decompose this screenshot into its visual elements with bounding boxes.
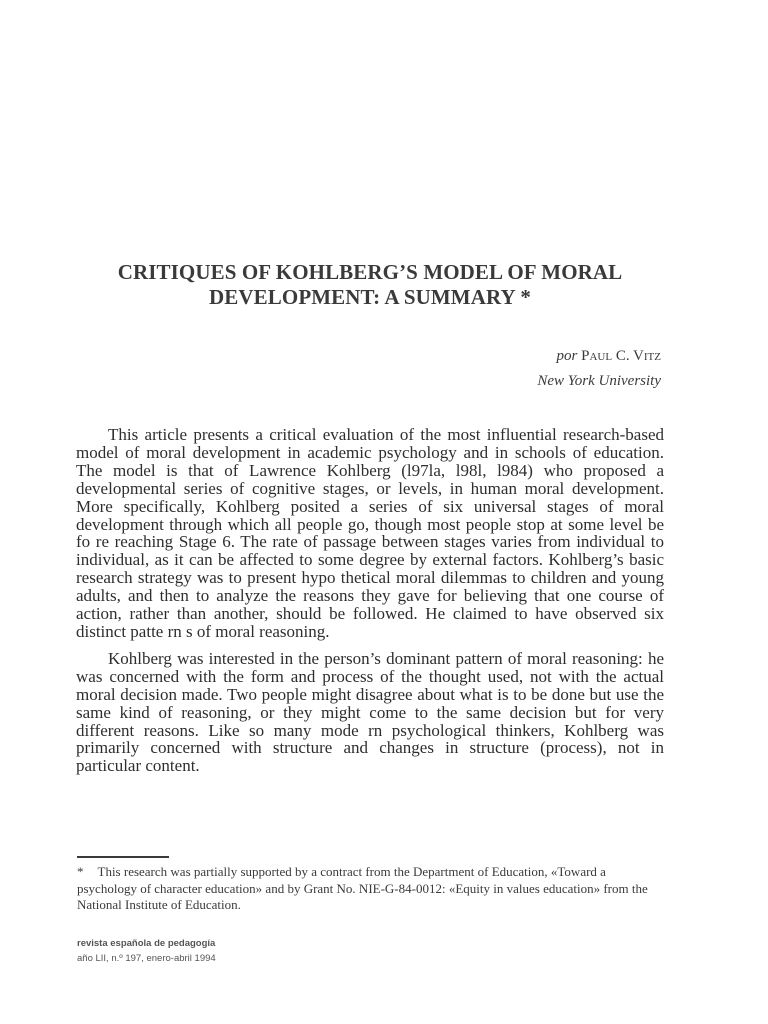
article-title: [60, 260, 680, 310]
title-line-2: DEVELOPMENT: A SUMMARY *: [209, 285, 531, 309]
journal-info: [77, 936, 216, 966]
article-body: [76, 426, 664, 775]
footnote: [77, 864, 667, 914]
byline: [537, 344, 661, 394]
paragraph-1: This article presents a critical evaluation of the most influential research-based model of moral development in academic psychology and in schools of education. The model is that of Lawrence Kohlberg (l97la, l98l, l984) who proposed a developmental series of cognitive stages, or levels, in human moral development. More specifically, Kohlberg posited a series of six universal stages of moral development through which all people go, though most people stop at some level be fo re reaching Stage 6. The rate of passage between stages varies from individual to individual, as it can be affected to some degree by external factors. Kohlberg’s basic research strategy was to present hypo thetical moral dilemmas to children and young adults, and then to analyze the reasons they gave for believing that one course of action, rather than another, should be followed. He claimed to have observed six distinct patte rn s of moral reasoning.: [76, 425, 664, 641]
paragraph-2: Kohlberg was interested in the person’s dominant pattern of moral reasoning: he was concerned with the form and process of the thought used, not with the actual moral decision made. Two people might disagree about what is to be done but use the same kind of reasoning, or they might come to the same decision but for very different reasons. Like so many mode rn psychological thinkers, Kohlberg was primarily concerned with structure and changes in structure (process), not in particular content.: [76, 648, 664, 776]
author-name: Paul C. Vitz: [581, 348, 661, 364]
journal-name: revista española de pedagogía: [77, 938, 216, 949]
title-line-1: CRITIQUES OF KOHLBERG’S MODEL OF MORAL: [117, 260, 623, 284]
footnote-text: This research was partially supported by a contract from the Department of Education, «Toward a psychology of character education» and by Grant No. NIE-G-84-0012: «Equity in values education» from the National Institute of Education.: [77, 864, 648, 912]
journal-issue: año LII, n.º 197, enero-abril 1994: [77, 953, 216, 964]
author-affiliation: New York University: [537, 373, 661, 389]
footnote-mark: *: [77, 864, 84, 879]
footnote-divider: [77, 856, 169, 858]
byline-por: por: [556, 348, 578, 364]
